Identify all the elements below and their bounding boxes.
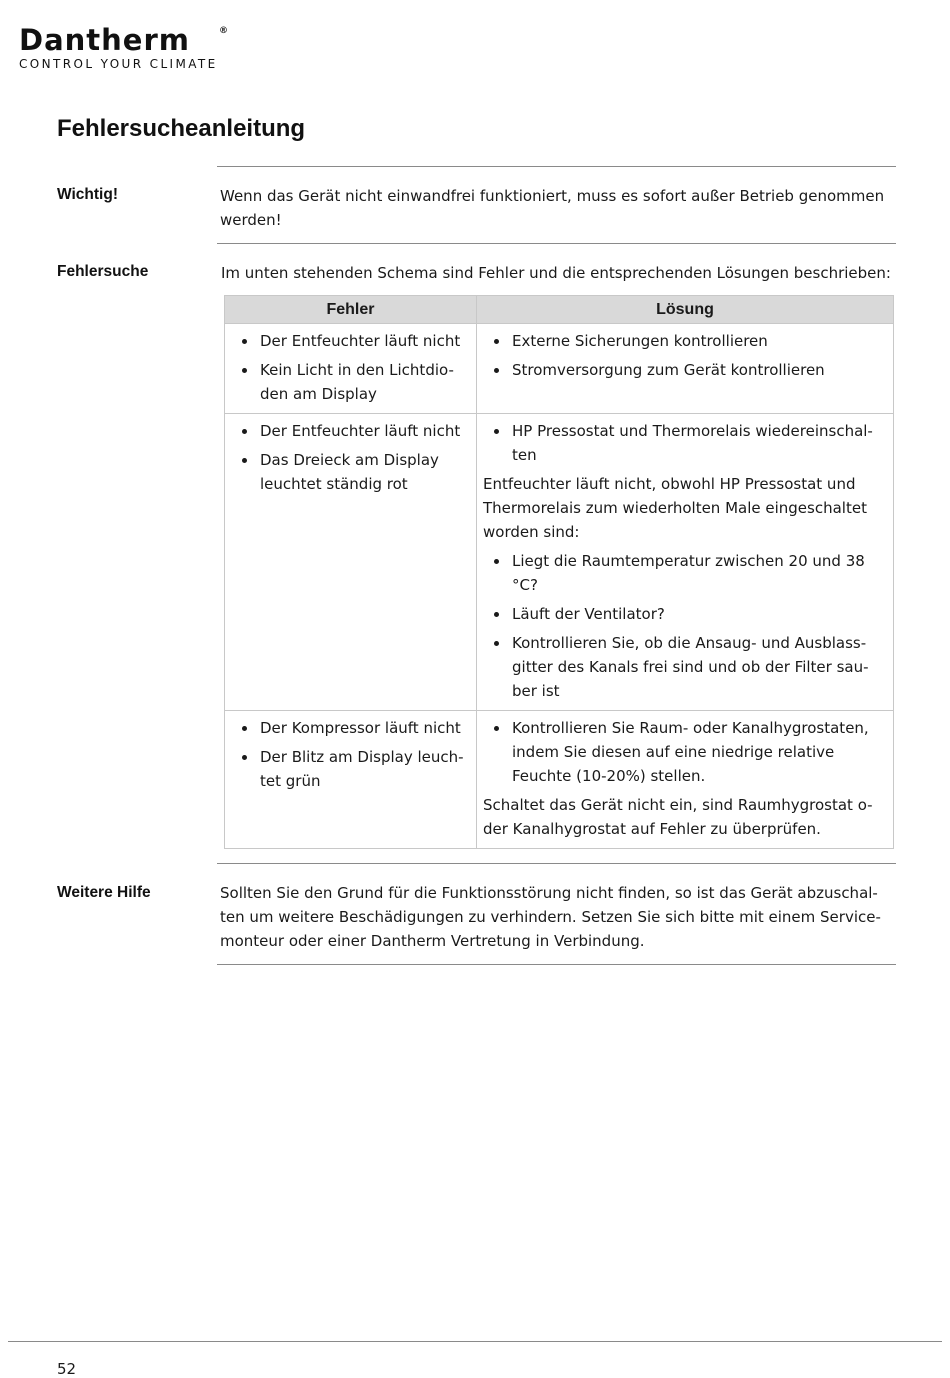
solution-item: Kontrollieren Sie Raum- oder Kanalhygrostaten, indem Sie diesen auf eine niedrige relative Feuchte (10-20%) stellen. (483, 716, 887, 788)
divider-important (217, 243, 896, 244)
fault-list (231, 329, 470, 406)
header-fault: Fehler (225, 296, 477, 324)
important-label: Wichtig! (57, 186, 118, 203)
solution-item: Stromversorgung zum Gerät kontrollieren (483, 358, 887, 382)
footer-divider (8, 1341, 942, 1342)
brand-logo (19, 23, 228, 71)
header-solution: Lösung (477, 296, 894, 324)
page-number: 52 (57, 1360, 77, 1378)
solution-item: Liegt die Raumtemperatur zwischen 20 und 38 °C? (483, 549, 887, 597)
divider-bottom (217, 964, 896, 965)
fault-item: Der Blitz am Display leuch-tet grün (231, 745, 470, 793)
further-help-label: Weitere Hilfe (57, 884, 151, 901)
troubleshooting-table (224, 295, 894, 849)
fault-item: Der Entfeuchter läuft nicht (231, 329, 470, 353)
table-row (225, 324, 894, 414)
fault-list (231, 419, 470, 496)
solution-cell (477, 324, 894, 414)
fault-cell (225, 711, 477, 849)
solution-list (483, 549, 887, 703)
brand-tagline: CONTROL YOUR CLIMATE (19, 57, 218, 71)
troubleshooting-label: Fehlersuche (57, 263, 149, 280)
table-header-row (225, 296, 894, 324)
fault-cell (225, 414, 477, 711)
fault-list (231, 716, 470, 793)
solution-list (483, 329, 887, 382)
table-row (225, 711, 894, 849)
solution-item: Externe Sicherungen kontrollieren (483, 329, 887, 353)
brand-name: Dantherm (19, 23, 190, 57)
divider-top (217, 166, 896, 167)
solution-cell (477, 414, 894, 711)
important-text: Wenn das Gerät nicht einwandfrei funktioniert, muss es sofort außer Betrieb genommen werden! (220, 187, 885, 229)
solution-item: Läuft der Ventilator? (483, 602, 887, 626)
solution-list (483, 419, 887, 467)
fault-item: Der Entfeuchter läuft nicht (231, 419, 470, 443)
fault-item: Das Dreieck am Display leuchtet ständig rot (231, 448, 470, 496)
divider-table (217, 863, 896, 864)
fault-item: Der Kompressor läuft nicht (231, 716, 470, 740)
solution-list (483, 716, 887, 788)
solution-item: HP Pressostat und Thermorelais wiedereinschal-ten (483, 419, 887, 467)
registered-mark: ® (219, 26, 228, 36)
solution-note: Entfeuchter läuft nicht, obwohl HP Pressostat und Thermorelais zum wiederholten Male eingeschaltet worden sind: (483, 475, 867, 541)
troubleshooting-intro: Im unten stehenden Schema sind Fehler und die entsprechenden Lösungen beschrieben: (221, 264, 891, 282)
fault-item: Kein Licht in den Lichtdio-den am Display (231, 358, 470, 406)
fault-cell (225, 324, 477, 414)
solution-item: Kontrollieren Sie, ob die Ansaug- und Ausblass-gitter des Kanals frei sind und ob der Filter sau-ber ist (483, 631, 887, 703)
solution-note: Schaltet das Gerät nicht ein, sind Raumhygrostat o-der Kanalhygrostat auf Fehler zu überprüfen. (483, 796, 873, 838)
further-help-text: Sollten Sie den Grund für die Funktionsstörung nicht finden, so ist das Gerät abzuschal-ten um weitere Beschädigungen zu verhindern. Setzen Sie sich bitte mit einem Service-monteur oder einer Dantherm Vertretung in Verbindung. (220, 884, 881, 950)
page-title: Fehlersucheanleitung (57, 115, 306, 142)
solution-cell (477, 711, 894, 849)
table-row (225, 414, 894, 711)
table-body (225, 324, 894, 849)
